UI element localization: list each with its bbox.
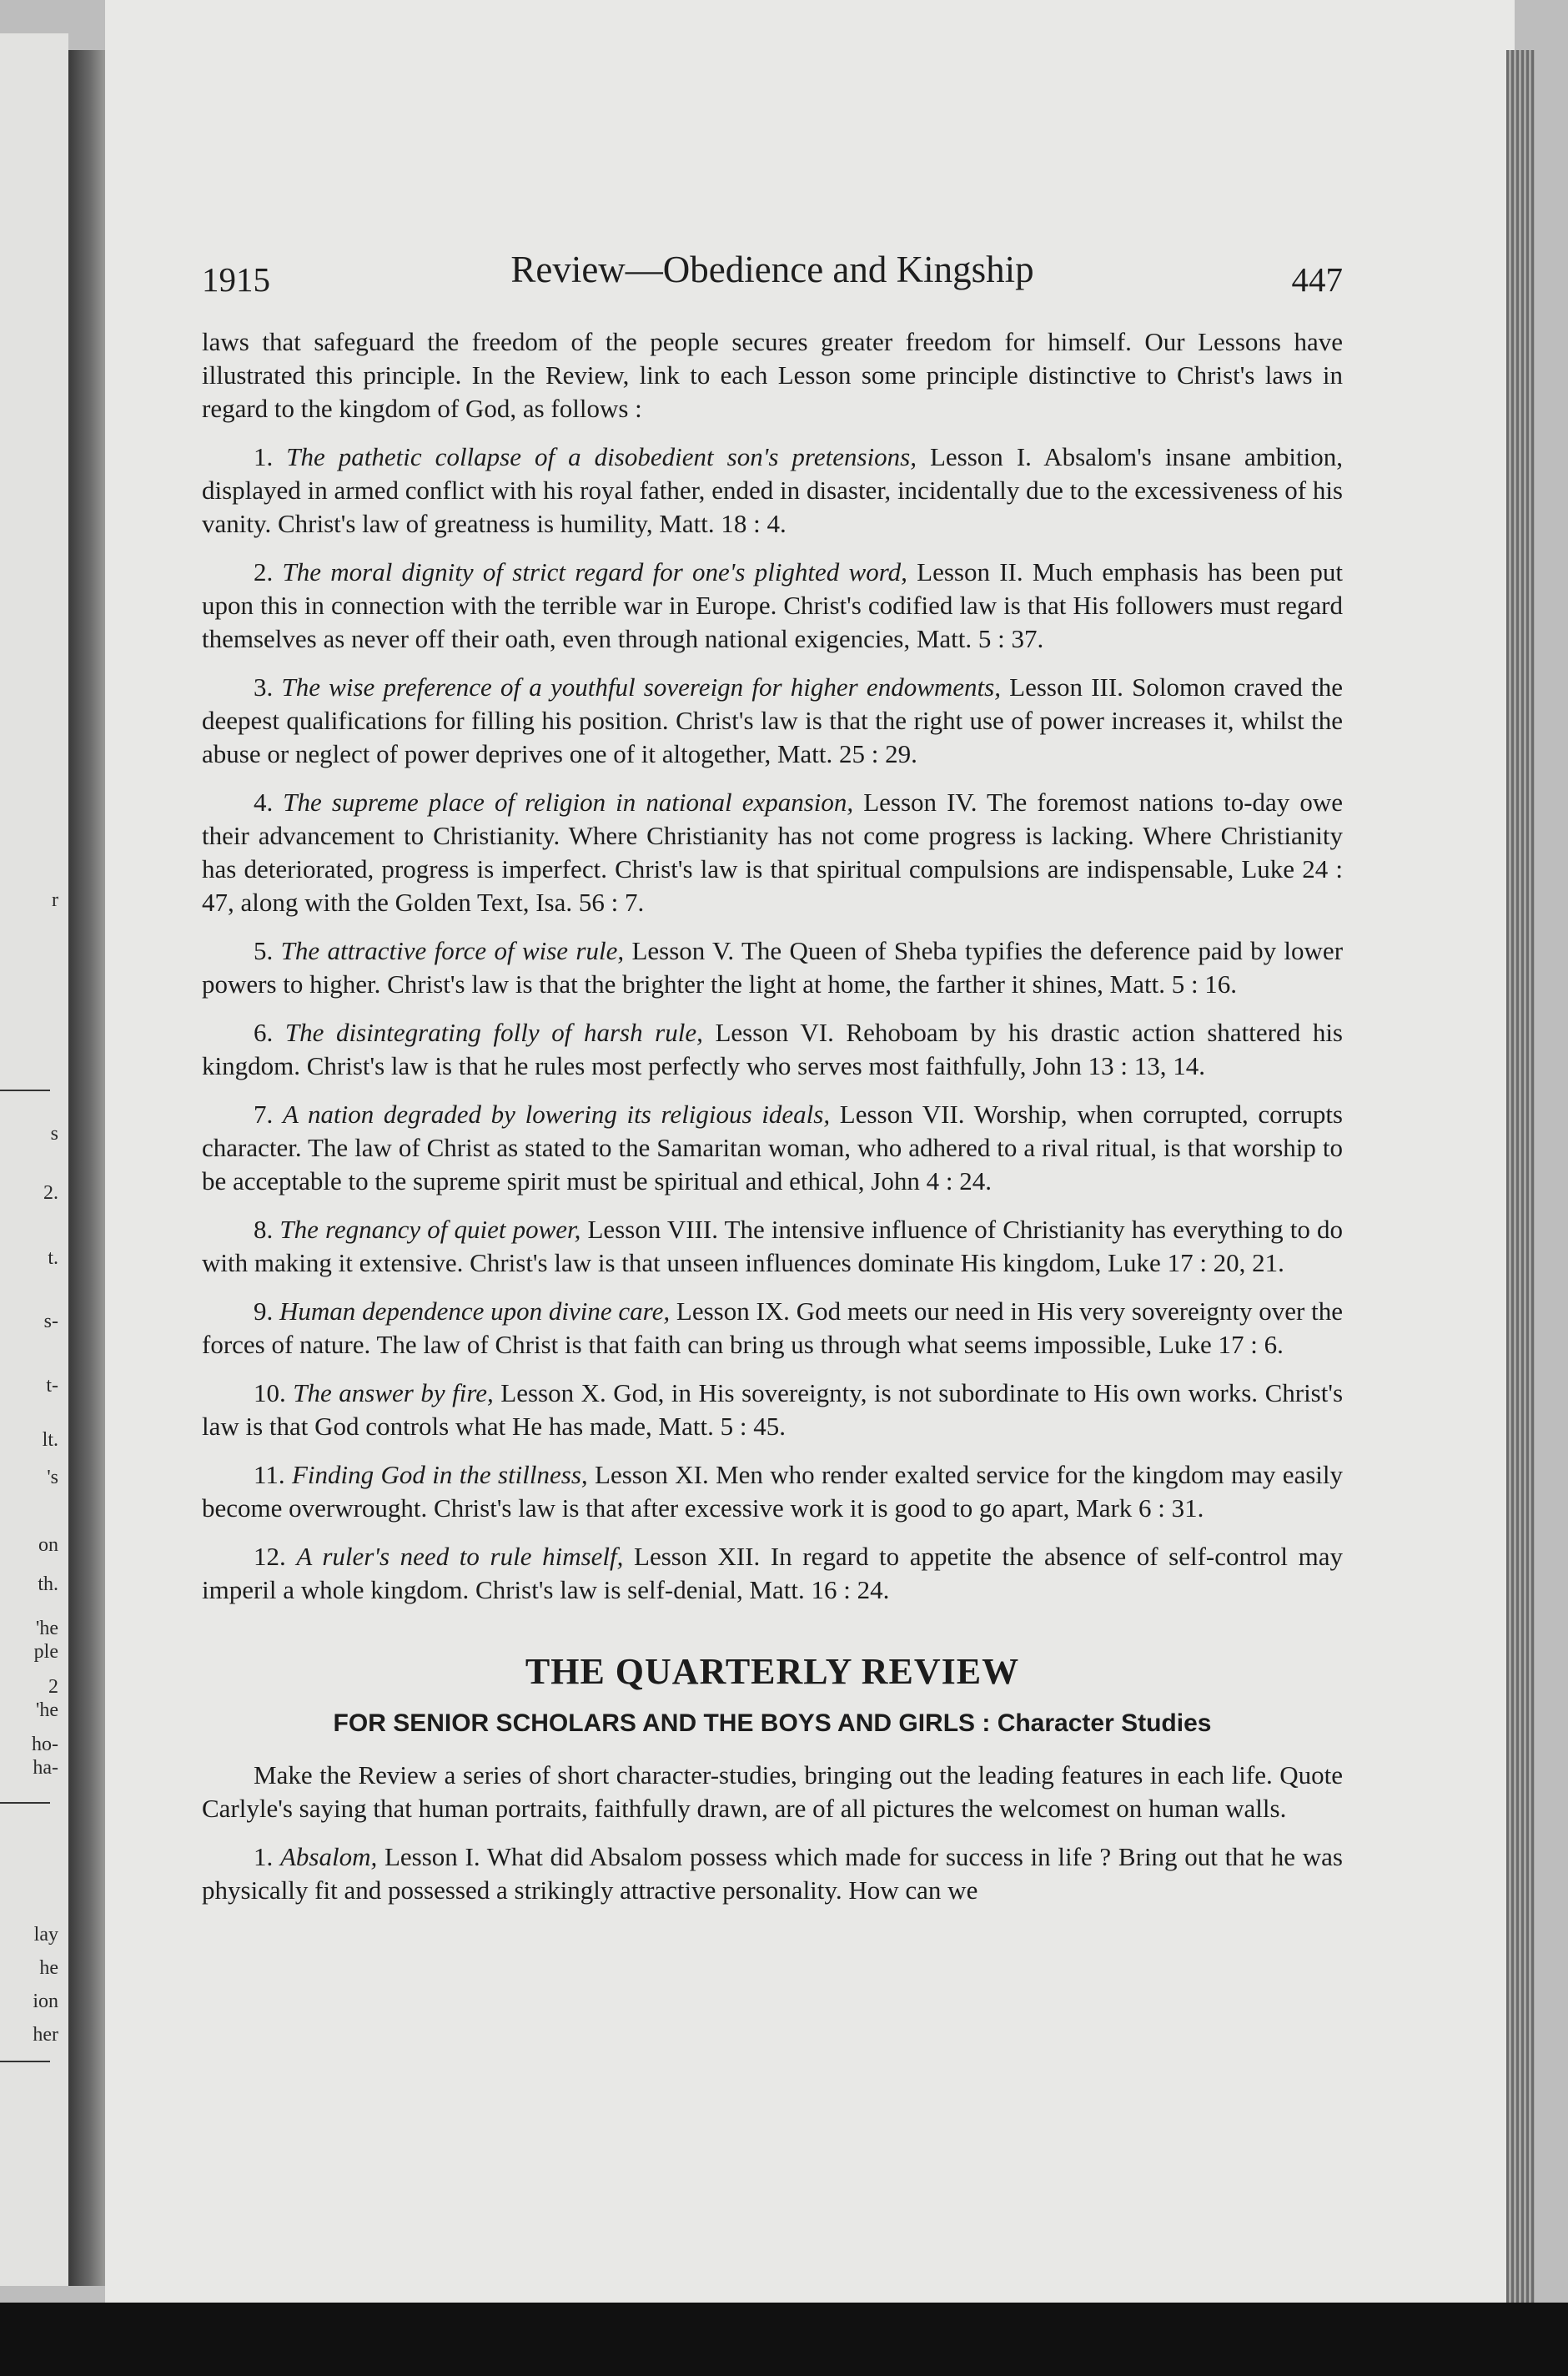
lesson-text: Lesson II. Much emphasis has been put upon this in connection with the terrible war in Europe. Christ's codified law is that His followers must regard themselves as never off their oath, even through national exigencies, Matt. 5 : 37. [202,557,1343,653]
lesson-number: 9. [254,1296,274,1326]
lesson-title: A nation degraded by lowering its religious ideals, [282,1100,831,1129]
margin-fragment: t- [46,1375,58,1397]
lesson-paragraph [202,1377,1343,1443]
lesson-paragraph [202,1016,1343,1083]
section-heading: THE QUARTERLY REVIEW [525,1651,1020,1692]
margin-fragment: ion [33,1991,58,2012]
lesson-number: 2. [254,557,274,586]
lesson-text: Lesson IV. The foremost nations to-day owe their advancement to Christianity. Where Christianity has not come progress is lacking. Where Christianity has deteriorated, progress is imperfect. Christ's law is that spiritual compulsions are indispensable, Luke 24 : 47, along with the Golden Text, Isa. 56 : 7. [202,788,1343,917]
lesson-title: Finding God in the stillness, [291,1460,588,1489]
item-title: Absalom, [279,1842,378,1871]
lesson-paragraph [202,671,1343,771]
section-subheading: FOR SENIOR SCHOLARS AND THE BOYS AND GIRLS : Character Studies [333,1709,1212,1737]
lesson-title: The disintegrating folly of harsh rule, [284,1018,703,1047]
lesson-paragraph [202,1540,1343,1607]
margin-fragment: 'he [36,1699,58,1721]
margin-fragment: her [33,2024,58,2046]
lesson-text: Lesson IX. God meets our need in His very sovereignty over the forces of nature. The law of Christ is that faith can bring us through what seems impossible, Luke 17 : 6. [202,1296,1344,1359]
section-paragraph [202,1840,1343,1907]
item-number: 1. [254,1842,274,1871]
margin-fragment: r [52,889,58,911]
margin-rule [0,2061,50,2062]
lesson-paragraph [202,1458,1343,1525]
margin-fragment: ple [33,1641,58,1663]
margin-rule [0,1090,50,1091]
lesson-title: The pathetic collapse of a disobedient son's pretensions, [286,442,917,471]
running-header [202,248,1343,298]
scan-bottom-band [0,2303,1568,2376]
margin-fragment: t. [48,1247,58,1269]
margin-fragment: s- [43,1311,58,1332]
lesson-number: 1. [254,442,274,471]
lesson-title: The answer by fire, [293,1378,494,1407]
margin-fragment: th. [38,1573,58,1595]
lesson-text: Lesson VIII. The intensive influence of Christianity has everything to do with making it extensive. Christ's law is that unseen influences dominate His kingdom, Luke 17 : 20, 21. [202,1215,1344,1277]
margin-rule [0,1802,50,1804]
lesson-text: Lesson XI. Men who render exalted service for the kingdom may easily become overwrought. Christ's law is that after excessive work it is good to go apart, Mark 6 : 31. [202,1460,1344,1523]
lesson-title: The supreme place of religion in national expansion, [283,788,854,817]
lesson-text: Lesson XII. In regard to appetite the absence of self-control may imperil a whole kingdom. Christ's law is self-denial, Matt. 16 : 24. [202,1542,1344,1604]
header-title: Review—Obedience and Kingship [510,249,1034,290]
margin-fragment: lt. [42,1429,58,1451]
lesson-title: The wise preference of a youthful sovereign for higher endowments, [281,672,1001,702]
lesson-paragraph [202,440,1343,541]
margin-fragment: s [50,1123,58,1145]
margin-fragment: lay [33,1924,58,1946]
intro-paragraph: laws that safeguard the freedom of the people secures greater freedom for himself. Our Lessons have illustrated this principle. In the Review, link to each Lesson some principle distinctive to Christ's laws in regard to the kingdom of God, as follows : [202,327,1343,423]
lesson-title: The attractive force of wise rule, [280,936,625,965]
lesson-number: 6. [254,1018,274,1047]
margin-fragment: 'he [36,1618,58,1639]
lesson-paragraph [202,934,1343,1001]
margin-fragment: 2 [48,1676,58,1698]
lesson-text: Lesson VI. Rehoboam by his drastic action shattered his kingdom. Christ's law is that he rules most perfectly who serves most faithfully, John 13 : 13, 14. [202,1018,1343,1080]
lesson-title: Human dependence upon divine care, [279,1296,671,1326]
lesson-paragraph [202,556,1343,656]
lesson-number: 7. [254,1100,274,1129]
margin-fragment: ho- [32,1734,58,1755]
lesson-number: 12. [254,1542,286,1571]
page-number: 447 [1291,260,1343,299]
lesson-text: Lesson VII. Worship, when corrupted, corrupts character. The law of Christ as stated to the Samaritan woman, who adhered to a rival ritual, is that worship to be acceptable to the supreme spirit must be spiritual and ethical, John 4 : 24. [202,1100,1343,1196]
margin-fragment: on [38,1534,58,1556]
item-text: Lesson I. What did Absalom possess which made for success in life ? Bring out that he was physically fit and possessed a strikingly attractive personality. How can we [202,1842,1343,1905]
margin-fragment: he [39,1957,58,1979]
lesson-text: Lesson III. Solomon craved the deepest qualifications for filling his position. Christ's law is that the right use of power increases it, whilst the abuse or neglect of power deprives one of it altogether, Matt. 25 : 29. [202,672,1344,768]
lesson-number: 4. [254,788,274,817]
lesson-title: The moral dignity of strict regard for one's plighted word, [282,557,907,586]
lesson-number: 5. [254,936,274,965]
section-paragraph: Make the Review a series of short character-studies, bringing out the leading features in each life. Quote Carlyle's saying that human portraits, faithfully drawn, are of all pictures the welcomest on human walls. [202,1760,1343,1823]
lesson-number: 10. [254,1378,286,1407]
lesson-title: The regnancy of quiet power, [279,1215,581,1244]
lesson-number: 3. [254,672,274,702]
facing-page-edge [0,33,68,2286]
lesson-paragraph [202,1098,1343,1198]
lesson-paragraph [202,1295,1343,1362]
lesson-paragraph [202,786,1343,919]
margin-fragment: 's [47,1467,58,1488]
lesson-text: Lesson V. The Queen of Sheba typifies the deference paid by lower powers to higher. Christ's law is that the brighter the light at home, the farther it shines, Matt. 5 : 16. [202,936,1344,999]
margin-fragment: ha- [33,1757,58,1779]
lesson-text: Lesson I. Absalom's insane ambition, displayed in armed conflict with his royal father, ended in disaster, incidentally due to the excessiveness of his vanity. Christ's law of greatness is humility, Matt. 18 : 4. [202,442,1344,538]
page-stack-edge [1506,50,1535,2303]
lesson-text: Lesson X. God, in His sovereignty, is not subordinate to His own works. Christ's law is that God controls what He has made, Matt. 5 : 45. [202,1378,1344,1441]
header-year: 1915 [202,260,270,299]
lesson-paragraph [202,1213,1343,1280]
lesson-number: 8. [254,1215,274,1244]
lesson-title: A ruler's need to rule himself, [296,1542,624,1571]
lesson-number: 11. [254,1460,285,1489]
margin-fragment: 2. [43,1182,58,1204]
book-gutter [68,50,105,2286]
page-body [202,325,1343,1922]
